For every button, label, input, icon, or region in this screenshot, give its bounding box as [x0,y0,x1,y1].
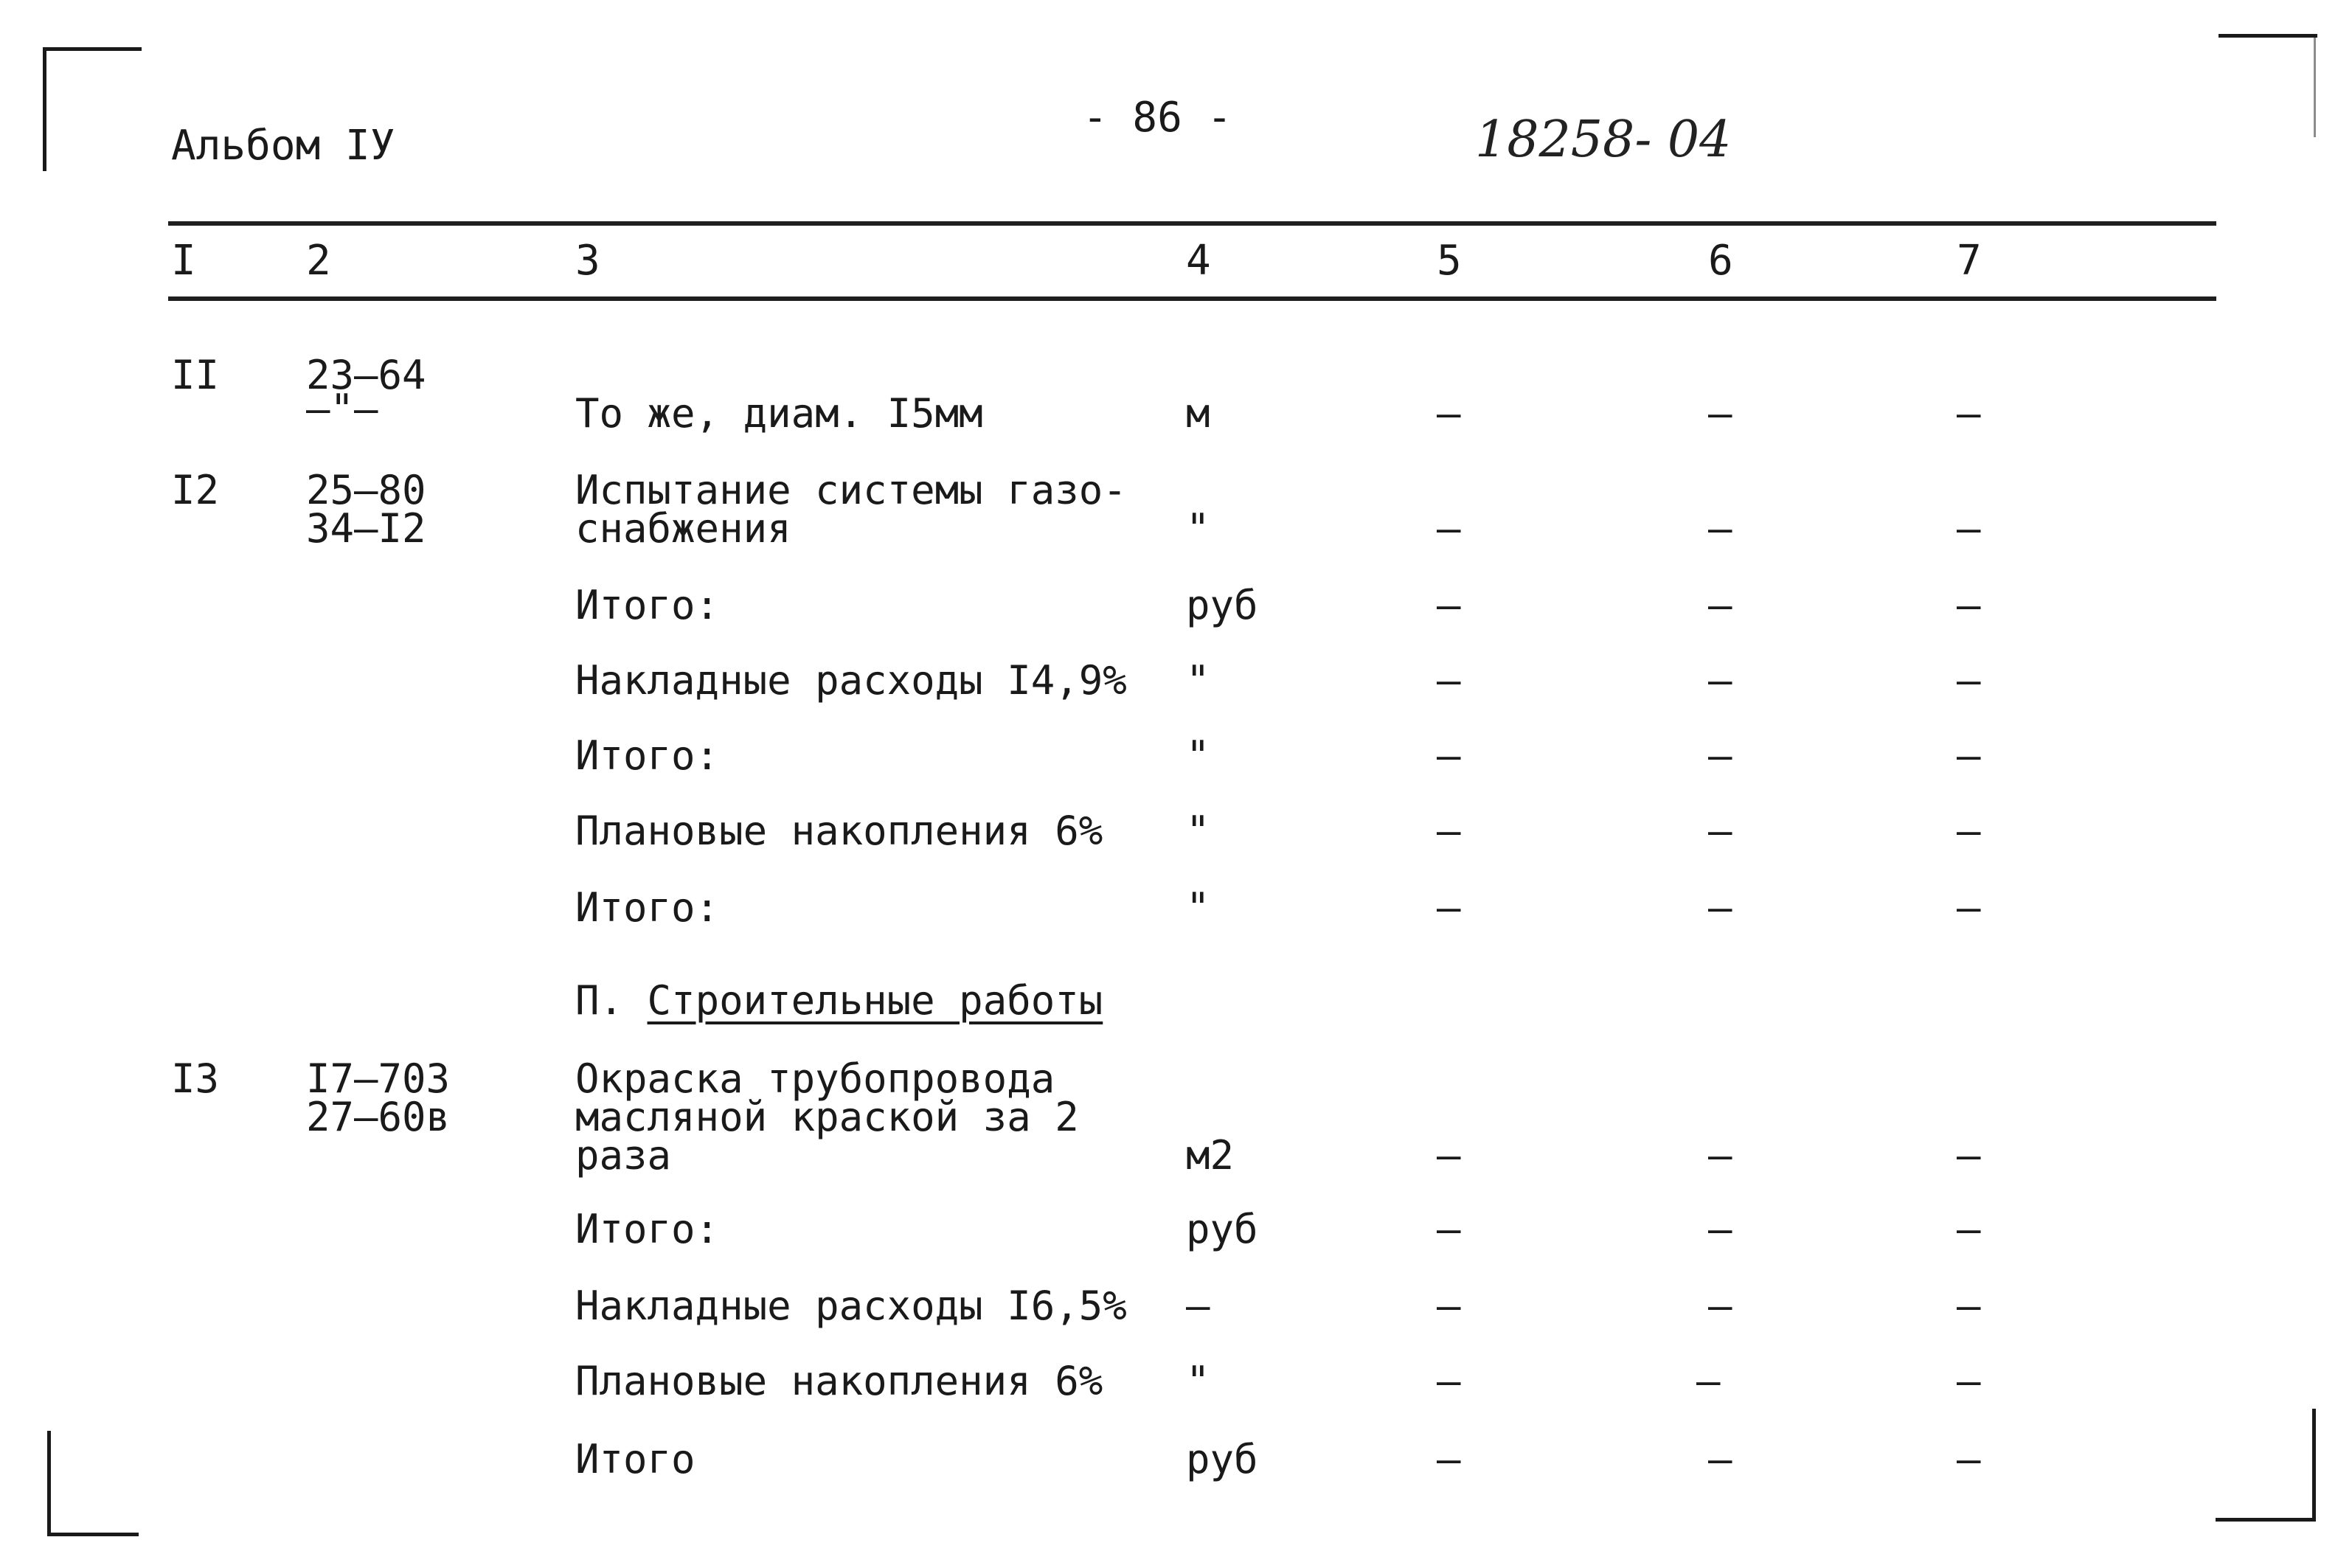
column-header: I [171,237,196,285]
column-header: 2 [306,237,331,285]
cell-col6: – [1708,1436,1732,1482]
cell-col5: – [1437,884,1461,931]
cell-col7: – [1957,1132,1981,1179]
row-description-cont: масляной краской за 2 [575,1094,1079,1140]
unit-cell: м [1186,390,1210,437]
cell-col5: – [1437,1206,1461,1252]
crop-mark-top-right-h [2219,34,2317,38]
cell-col7: – [1957,1283,1981,1329]
row-description-cont: снабжения [575,505,791,552]
cell-col7: – [1957,505,1981,552]
column-header: 3 [575,237,600,285]
code-line-2: 34–I2 [306,505,426,552]
cell-col6: – [1696,1358,1721,1404]
row-number: II [171,352,220,398]
cell-col5: – [1437,808,1461,854]
cell-col7: – [1957,808,1981,854]
column-header: 5 [1437,237,1462,285]
crop-mark-bottom-left-h [47,1533,139,1536]
cell-col7: – [1957,390,1981,437]
cell-col6: – [1708,884,1732,931]
unit-cell: м2 [1186,1132,1235,1179]
crop-mark-bottom-left-v [47,1431,51,1536]
row-number: I3 [171,1055,220,1102]
cell-col6: – [1708,1206,1732,1252]
code-line-1: 23–64 [306,352,426,398]
unit-cell: " [1186,505,1210,552]
cell-col7: – [1957,1436,1981,1482]
unit-cell: руб [1186,582,1258,628]
cell-col5: – [1437,732,1461,779]
crop-mark-top-left-v [43,47,46,171]
cell-col5: – [1437,582,1461,628]
document-number: 18258- 04 [1475,111,1732,169]
cell-col7: – [1957,1206,1981,1252]
row-description: Итого: [575,732,720,779]
code-line-1: I7–703 [306,1055,451,1102]
cell-col6: – [1708,1132,1732,1179]
cell-col6: – [1708,505,1732,552]
row-description: Накладные расходы I6,5% [575,1283,1127,1329]
page-number: - 86 - [1083,94,1232,142]
cell-col7: – [1957,884,1981,931]
column-header: 6 [1708,237,1733,285]
row-description: Накладные расходы I4,9% [575,657,1127,704]
crop-mark-bottom-right-v [2312,1409,2316,1522]
column-header: 7 [1957,237,1982,285]
cell-col7: – [1957,732,1981,779]
code-line-2: 27–60в [306,1094,451,1140]
row-description: Плановые накопления 6% [575,808,1103,854]
row-description-cont: раза [575,1132,672,1179]
row-description: Плановые накопления 6% [575,1358,1103,1404]
cell-col6: – [1708,582,1732,628]
album-label: Альбом IУ [171,122,395,170]
table-header-rule [168,296,2216,301]
row-description: Испытание системы газо- [575,467,1127,513]
section-heading [575,977,1103,1024]
column-header: 4 [1186,237,1211,285]
table-top-rule [168,221,2216,226]
unit-cell: " [1186,657,1210,704]
cell-col5: – [1437,1436,1461,1482]
unit-cell: " [1186,808,1210,854]
cell-col5: – [1437,1132,1461,1179]
unit-cell: " [1186,884,1210,931]
cell-col5: – [1437,505,1461,552]
row-description: То же, диам. I5мм [575,390,983,437]
section-number: П. [575,977,648,1024]
cell-col5: – [1437,1283,1461,1329]
cell-col5: – [1437,1358,1461,1404]
row-description: Итого: [575,582,720,628]
crop-mark-bottom-right-h [2216,1518,2316,1522]
crop-mark-top-left-h [43,47,142,51]
cell-col7: – [1957,582,1981,628]
cell-col5: – [1437,390,1461,437]
unit-cell: руб [1186,1206,1258,1252]
code-line-2: –"– [306,386,378,432]
unit-cell: " [1186,732,1210,779]
cell-col6: – [1708,390,1732,437]
cell-col6: – [1708,657,1732,704]
crop-mark-top-right-v [2314,34,2316,137]
unit-cell: руб [1186,1436,1258,1482]
section-title: Строительные работы [647,977,1103,1024]
cell-col5: – [1437,657,1461,704]
cell-col6: – [1708,732,1732,779]
row-description: Окраска трубопровода [575,1055,1055,1102]
cell-col6: – [1708,1283,1732,1329]
cell-col7: – [1957,1358,1981,1404]
row-description: Итого: [575,1206,720,1252]
code-line-1: 25–80 [306,467,426,513]
cell-col7: – [1957,657,1981,704]
row-number: I2 [171,467,220,513]
unit-cell: – [1186,1283,1210,1329]
row-description: Итого: [575,884,720,931]
row-description: Итого [575,1436,695,1482]
unit-cell: " [1186,1358,1210,1404]
cell-col6: – [1708,808,1732,854]
